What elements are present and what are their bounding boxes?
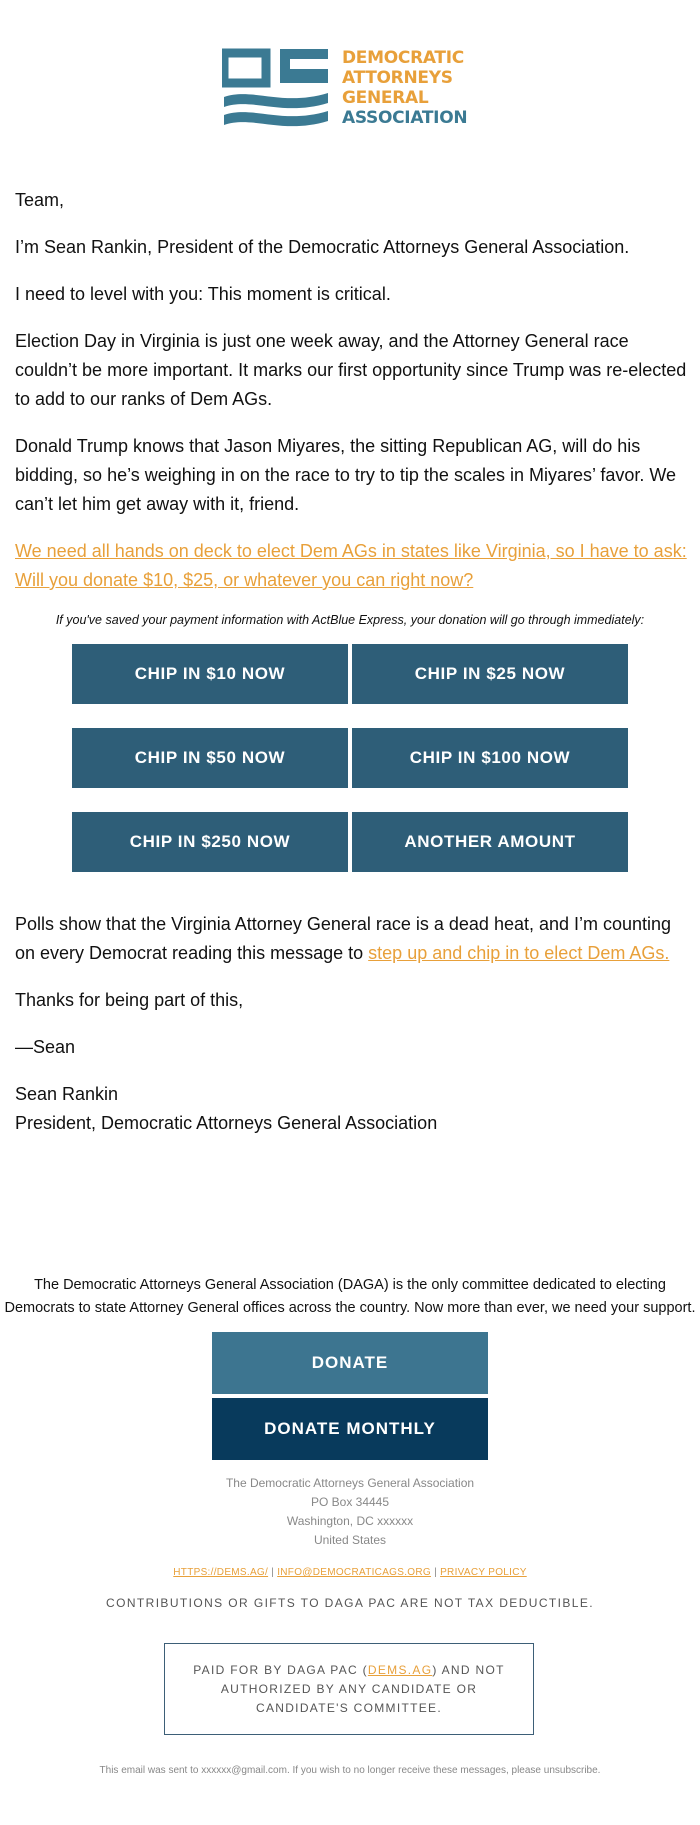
level-paragraph: I need to level with you: This moment is critical.	[15, 284, 391, 304]
chip-in-250-button[interactable]: CHIP IN $250 NOW	[72, 812, 348, 872]
actblue-express-note: If you've saved your payment information with ActBlue Express, your donation will go through immediately:	[55, 613, 645, 627]
mailing-address	[0, 1474, 700, 1550]
email-link[interactable]: INFO@DEMOCRATICAGS.ORG	[277, 1567, 431, 1578]
paid-for-box	[164, 1643, 534, 1735]
logo-wordmark	[342, 48, 467, 128]
chip-in-10-button[interactable]: CHIP IN $10 NOW	[72, 644, 348, 704]
chip-in-25-button[interactable]: CHIP IN $25 NOW	[352, 644, 628, 704]
paid-for-text	[184, 1661, 514, 1718]
paid-for-before: PAID FOR BY DAGA PAC (	[193, 1662, 368, 1677]
tax-disclaimer: CONTRIBUTIONS OR GIFTS TO DAGA PAC ARE NOT TAX DEDUCTIBLE.	[106, 1596, 594, 1610]
logo-line-4: ASSOCIATION	[342, 108, 468, 128]
polls-paragraph	[15, 910, 687, 968]
footer-description: The Democratic Attorneys General Association (DAGA) is the only committee dedicated to electing Democrats to state Attorney General offices across the country. Now more than ever, we need your support.	[4, 1277, 696, 1316]
election-paragraph: Election Day in Virginia is just one week away, and the Attorney General race couldn’t be more important. It marks our first opportunity since Trump was re-elected to add to our ranks of Dem AGs.	[15, 331, 687, 409]
intro-paragraph: I’m Sean Rankin, President of the Democratic Attorneys General Association.	[15, 237, 630, 257]
polls-text: Polls show that the Virginia Attorney General race is a dead heat, and I’m counting on every Democrat reading this message to	[15, 914, 672, 963]
footer-links	[0, 1567, 700, 1578]
dems-ag-link[interactable]: DEMS.AG	[367, 1662, 433, 1677]
privacy-policy-link[interactable]: PRIVACY POLICY	[440, 1567, 527, 1578]
logo-line-2: ATTORNEYS	[342, 68, 453, 88]
thanks-line: Thanks for being part of this,	[15, 990, 244, 1010]
signoff-line: —Sean	[15, 1037, 76, 1057]
daga-flag-icon	[222, 45, 334, 131]
ask-paragraph	[15, 537, 687, 595]
donate-button[interactable]: DONATE	[212, 1332, 488, 1394]
letter-closing	[15, 910, 687, 1138]
address-city: Washington, DC xxxxxx	[286, 1514, 414, 1528]
link-separator: |	[434, 1567, 437, 1578]
chip-in-50-button[interactable]: CHIP IN $50 NOW	[72, 728, 348, 788]
trump-paragraph: Donald Trump knows that Jason Miyares, the sitting Republican AG, will do his bidding, so he’s weighing in on the race to try to tip the scales in Miyares’ favor. We can’t let him get away with it, friend.	[15, 436, 677, 514]
greeting: Team,	[15, 190, 65, 210]
link-separator: |	[271, 1567, 275, 1578]
daga-logo[interactable]	[222, 44, 482, 132]
donate-monthly-button[interactable]: DONATE MONTHLY	[212, 1398, 488, 1460]
logo-line-3: GENERAL	[342, 88, 429, 108]
address-country: United States	[313, 1533, 387, 1547]
another-amount-button[interactable]: ANOTHER AMOUNT	[352, 812, 628, 872]
address-org: The Democratic Attorneys General Association	[225, 1476, 475, 1490]
chip-in-100-button[interactable]: CHIP IN $100 NOW	[352, 728, 628, 788]
donate-ask-link[interactable]: We need all hands on deck to elect Dem AGs in states like Virginia, so I have to ask: Will you donate $10, $25, or whatever you can right now?	[15, 541, 687, 590]
signer-name: Sean Rankin	[15, 1084, 119, 1104]
chip-in-link[interactable]: step up and chip in to elect Dem AGs.	[368, 943, 670, 963]
letter-body	[15, 186, 687, 613]
signer-title: President, Democratic Attorneys General Association	[15, 1113, 438, 1133]
paid-for-after: ) AND NOT AUTHORIZED BY ANY CANDIDATE OR CANDIDATE'S COMMITTEE.	[220, 1662, 505, 1715]
logo-line-1: DEMOCRATIC	[342, 48, 464, 68]
unsubscribe-notice[interactable]: This email was sent to xxxxxx@gmail.com. If you wish to no longer receive these messages, please unsubscribe.	[99, 1765, 601, 1776]
address-po-box: PO Box 34445	[310, 1495, 390, 1509]
site-link[interactable]: HTTPS://DEMS.AG/	[173, 1567, 269, 1578]
